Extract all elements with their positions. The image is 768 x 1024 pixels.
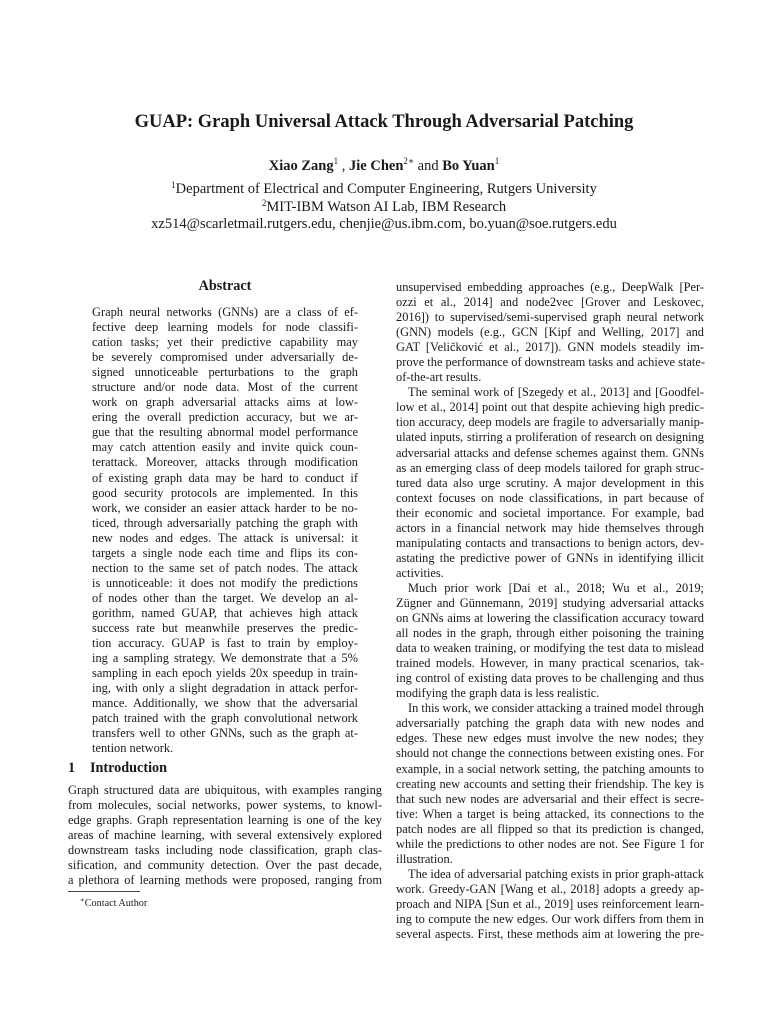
author-affiliation-mark: 1: [333, 156, 339, 166]
text-line: terattack. Moreover, attacks through modification: [92, 455, 358, 470]
author-list: [0, 156, 768, 175]
text-line: GAT [Veličković et al., 2017]). GNN models steadily im-: [396, 340, 704, 355]
text-line: work, we consider an easier attack harder to be no-: [92, 500, 358, 515]
text-line: tured data also urge scrutiny. A major development in this: [396, 475, 704, 490]
author-affiliation-mark: 2∗: [403, 156, 415, 166]
text-line: should not change the connections between existing ones. For: [396, 746, 704, 761]
author-emails: xz514@scarletmail.rutgers.edu, chenjie@us.ibm.com, bo.yuan@soe.rutgers.edu: [151, 216, 617, 232]
text-line: signed unnoticeable perturbations to the graph: [92, 365, 358, 380]
text-line: structure and/or node data. Most of the current: [92, 380, 358, 395]
text-line: low et al., 2014] point out that despite achieving high predic-: [396, 400, 704, 415]
text-line: ulated inputs, stirring a proliferation of research on designing: [396, 430, 704, 445]
text-line: Graph structured data are ubiquitous, with examples ranging: [68, 783, 382, 797]
text-line: be severely compromised under adversarially de-: [92, 350, 358, 365]
text-line: trained models. However, in many practical scenarios, tak-: [396, 656, 704, 671]
text-line: In this work, we consider attacking a trained model through: [408, 701, 704, 716]
text-line: of existing graph data may be hard to conduct if: [92, 470, 358, 485]
text-line: new nodes and edges. The attack is universal: it: [92, 530, 358, 545]
introduction-right-column: [396, 280, 704, 942]
text-line: proach and NIPA [Sun et al., 2019] uses reinforcement learn-: [396, 896, 704, 911]
section-title: Introduction: [90, 760, 167, 776]
abstract-body: [92, 305, 358, 756]
text-line: ing control of existing data proves to be challenging and thus: [396, 671, 704, 686]
section-number: 1: [68, 760, 76, 776]
text-line: targets a single node each time and flips its con-: [92, 545, 358, 560]
paper-title: GUAP: Graph Universal Attack Through Adversarial Patching: [134, 112, 634, 132]
footnote-text: Contact Author: [84, 898, 148, 909]
text-line: that such new nodes are adversarial and their effect is secre-: [396, 791, 704, 806]
text-line: is unnoticeable: it does not modify the predictions: [92, 575, 358, 590]
text-line: good security protocols are implemented. In this: [92, 485, 358, 500]
text-line: illustration.: [396, 851, 453, 866]
author-name: Jie Chen: [349, 158, 404, 174]
text-line: tention network.: [92, 741, 174, 756]
text-line: edges. These new edges must involve the new nodes; they: [396, 731, 704, 746]
text-line: ing to compute the new edges. Our work differs from them in: [396, 911, 704, 926]
text-line: ing, with only a slight degradation in attack perfor-: [92, 681, 358, 696]
text-line: context focuses on node classifications, in part because of: [396, 490, 704, 505]
text-line: several aspects. First, these methods aim at lowering the pre-: [396, 927, 704, 942]
text-line: their economic and societal importance. For example, bad: [396, 505, 704, 520]
text-line: The seminal work of [Szegedy et al., 2013] and [Goodfel-: [408, 385, 704, 400]
text-line: unsupervised embedding approaches (e.g., DeepWalk [Per-: [396, 280, 704, 294]
text-line: work on graph adversarial attacks aims at low-: [92, 395, 358, 410]
text-line: 2016]) to supervised/semi-supervised graph neural network: [396, 310, 704, 325]
text-line: actors in a financial network may hide themselves through: [396, 520, 704, 535]
text-line: adversarial attacks and defense schemes against them. GNNs: [396, 445, 704, 460]
author-affiliation-mark: 1: [494, 156, 500, 166]
text-line: nection to the same set of patch nodes. The attack: [92, 560, 358, 575]
author-conjunction: and: [414, 158, 443, 174]
footnote-mark: ∗: [80, 896, 85, 904]
author-separator: ,: [338, 158, 350, 174]
text-line: Graph neural networks (GNNs) are a class of ef-: [92, 305, 358, 319]
text-line: of nodes other than the target. We develop an al-: [92, 590, 358, 605]
text-line: gorithm, named GUAP, that achieves high attack: [92, 605, 358, 620]
affiliation-text: MIT-IBM Watson AI Lab, IBM Research: [266, 199, 507, 215]
text-line: manipulating contacts and transactions to benign actors, dev-: [396, 535, 704, 550]
text-line: all nodes in the graph, through either poisoning the training: [396, 626, 704, 641]
introduction-left-column: [68, 783, 382, 888]
text-line: Much prior work [Dai et al., 2018; Wu et al., 2019;: [408, 580, 704, 595]
text-line: tion accuracy, deep models are fragile to adversarially manip-: [396, 415, 704, 430]
footnote-rule: [68, 891, 140, 892]
text-line: while the predictions to other nodes are not. See Figure 1 for: [396, 836, 704, 851]
text-line: success rate but meanwhile preserves the predic-: [92, 620, 358, 635]
affiliation-mark: 2: [261, 198, 267, 208]
text-line: sampling in each epoch yields 20x speedup in train-: [92, 666, 358, 681]
text-line: of-the-art results.: [396, 370, 482, 385]
section-heading-introduction: [68, 760, 167, 777]
text-line: sification, and community detection. Over the past decade,: [68, 858, 382, 873]
text-line: creating new accounts and setting their friendship. The key is: [396, 776, 704, 791]
text-line: ticed, through adversarially patching the graph with: [92, 515, 358, 530]
text-line: gue that the resulting abnormal model performance: [92, 425, 358, 440]
text-line: areas of machine learning, with several extensively explored: [68, 828, 382, 843]
text-line: from molecules, social networks, power systems, to knowl-: [68, 798, 382, 813]
text-line: fective deep learning models for node classifi-: [92, 320, 358, 335]
text-line: astating the predictive power of GNNs in identifying illicit: [396, 550, 704, 565]
author-name: Bo Yuan: [442, 158, 495, 174]
text-line: prove the performance of downstream tasks and achieve state-: [396, 355, 705, 370]
text-line: patch trained with the graph convolutional network: [92, 711, 358, 726]
text-line: ing a sampling strategy. We demonstrate that a 5%: [92, 651, 358, 666]
text-line: ozzi et al., 2014] and node2vec [Grover and Leskovec,: [396, 295, 704, 310]
text-line: transfers well to other GNNs, such as the graph at-: [92, 726, 358, 741]
affiliation-mark: 1: [171, 180, 176, 190]
text-line: tion accuracy. GUAP is fast to train by employ-: [92, 636, 358, 651]
text-line: The idea of adversarial patching exists in prior graph-attack: [408, 866, 704, 881]
text-line: Zügner and Günnemann, 2019] studying adversarial attacks: [396, 595, 704, 610]
text-line: modifying the graph data is less realistic.: [396, 686, 600, 701]
text-line: patch nodes are all flipped so that its prediction is changed,: [396, 821, 704, 836]
text-line: may catch attention easily and invite quick coun-: [92, 440, 358, 455]
text-line: ering the overall prediction accuracy, but we ar-: [92, 410, 358, 425]
text-line: cation tasks; yet their predictive capability may: [92, 335, 358, 350]
text-line: (GNN) models (e.g., GCN [Kipf and Welling, 2017] and: [396, 325, 704, 340]
text-line: data to weaken training, or modifying the test data to mislead: [396, 641, 704, 656]
text-line: example, in a social network setting, the patching amounts to: [396, 761, 704, 776]
author-name: Xiao Zang: [268, 158, 334, 174]
affiliation-1: [0, 180, 768, 198]
text-line: mance. Additionally, we show that the adversarial: [92, 696, 358, 711]
text-line: activities.: [396, 565, 444, 580]
abstract-heading: Abstract: [198, 278, 252, 294]
text-line: a plethora of learning methods were proposed, ranging from: [68, 873, 382, 888]
text-line: as an emerging class of deep models tailored for graph struc-: [396, 460, 704, 475]
text-line: on GNNs aims at lowering the classification accuracy toward: [396, 611, 704, 626]
affiliation-2: [0, 198, 768, 216]
footnote: [80, 896, 147, 909]
text-line: adversarially patching the graph data with new nodes and: [396, 716, 704, 731]
affiliation-text: Department of Electrical and Computer Engineering, Rutgers University: [175, 181, 597, 197]
text-line: downstream tasks including node classification, graph clas-: [68, 843, 382, 858]
text-line: tive: When a target is being attacked, its connections to the: [396, 806, 704, 821]
text-line: edge graphs. Graph representation learning is one of the key: [68, 813, 382, 828]
text-line: work. Greedy-GAN [Wang et al., 2018] adopts a greedy ap-: [396, 881, 704, 896]
